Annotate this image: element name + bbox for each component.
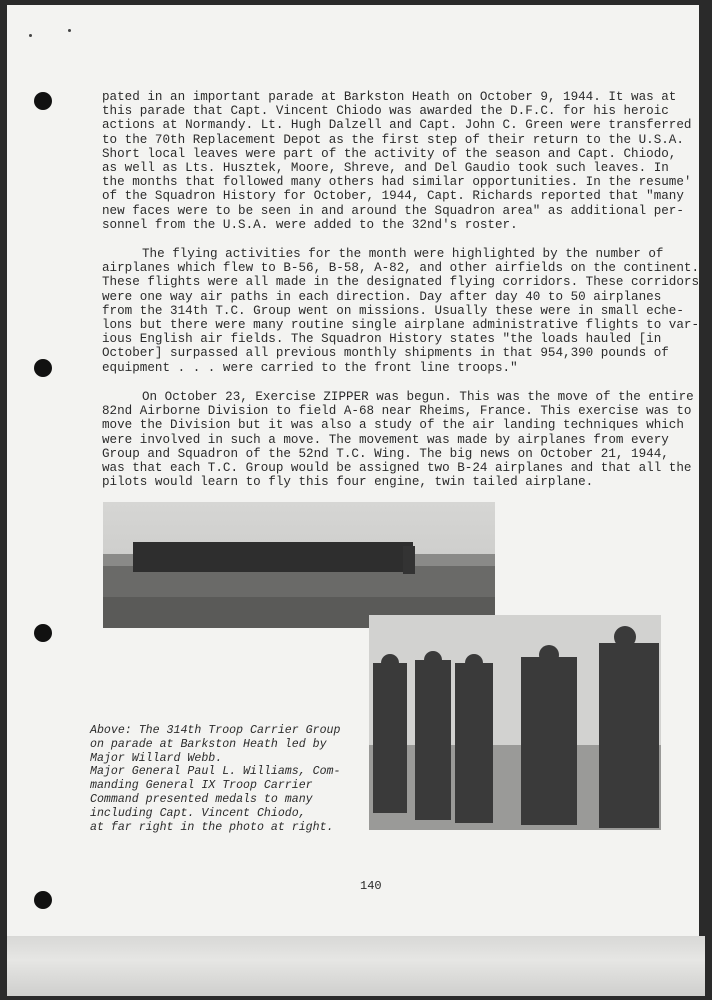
medal-ceremony-photo <box>369 615 661 830</box>
page-number: 140 <box>360 879 382 893</box>
punch-hole <box>34 624 52 642</box>
text-line: new faces were to be seen in and around the Squadron area" as additional per- <box>102 203 684 218</box>
text-line: this parade that Capt. Vincent Chiodo was awarded the D.F.C. for his heroic <box>102 104 669 119</box>
text-line: lons but there were many routine single airplane administrative flights to var- <box>102 317 700 332</box>
text-line: ious English air fields. The Squadron History states "the loads hauled [in <box>102 332 662 347</box>
paragraph-2 <box>102 247 700 375</box>
caption-line: Major General Paul L. Williams, Com- <box>90 765 341 779</box>
caption-line: on parade at Barkston Heath led by <box>90 737 327 751</box>
caption-line: Above: The 314th Troop Carrier Group <box>90 724 341 737</box>
parade-photo <box>103 502 495 628</box>
text-line: of the Squadron History for October, 1944, Capt. Richards reported that "many <box>102 189 684 204</box>
text-line: the months that followed many others had similar opportunities. In the resume' <box>102 175 692 190</box>
text-line: 82nd Airborne Division to field A-68 near Rheims, France. This exercise was to <box>102 404 692 419</box>
text-line: The flying activities for the month were highlighted by the number of <box>142 247 664 261</box>
paragraph-3 <box>102 390 694 490</box>
punch-hole <box>34 891 52 909</box>
paragraph-1 <box>102 90 692 232</box>
page-shadow <box>7 936 705 996</box>
text-line: Group and Squadron of the 52nd T.C. Wing. The big news on October 21, 1944, <box>102 446 669 461</box>
text-line: pilots would learn to fly this four engine, twin tailed airplane. <box>102 475 594 490</box>
punch-hole <box>34 92 52 110</box>
caption-line: at far right in the photo at right. <box>90 820 334 834</box>
caption-line: Command presented medals to many <box>90 792 313 806</box>
text-line: Short local leaves were part of the activity of the season and Capt. Chiodo, <box>102 146 677 161</box>
speck <box>29 34 32 37</box>
photo-caption <box>90 724 340 834</box>
text-line: to the 70th Replacement Depot as the first step of their return to the U.S.A. <box>102 132 684 147</box>
caption-line: Major Willard Webb. <box>90 751 223 765</box>
text-line: sonnel from the U.S.A. were added to the 32nd's roster. <box>102 217 518 232</box>
text-line: On October 23, Exercise ZIPPER was begun. This was the move of the entire <box>142 390 694 404</box>
text-line: move the Division but it was also a study of the air landing techniques which <box>102 418 684 433</box>
text-line: pated in an important parade at Barkston Heath on October 9, 1944. It was at <box>102 90 677 104</box>
text-line: airplanes which flew to B-56, B-58, A-82, and other airfields on the continent. <box>102 261 700 276</box>
text-line: from the 314th T.C. Group went on missions. Usually these were in small eche- <box>102 303 684 318</box>
text-line: as well as Lts. Husztek, Moore, Shreve, and Del Gaudio took such leaves. In <box>102 160 669 175</box>
speck <box>68 29 71 32</box>
caption-line: manding General IX Troop Carrier <box>90 779 313 793</box>
text-line: October] surpassed all previous monthly shipments in that 954,390 pounds of <box>102 346 669 361</box>
text-line: were involved in such a move. The movement was made by airplanes from every <box>102 432 669 447</box>
text-line: actions at Normandy. Lt. Hugh Dalzell and Capt. John C. Green were transferred <box>102 118 692 133</box>
text-line: equipment . . . were carried to the front line troops." <box>102 360 518 375</box>
text-line: was that each T.C. Group would be assigned two B-24 airplanes and that all the <box>102 460 692 475</box>
punch-hole <box>34 359 52 377</box>
text-line: were one way air paths in each direction. Day after day 40 to 50 airplanes <box>102 289 662 304</box>
text-line: These flights were all made in the designated flying corridors. These corridors <box>102 275 700 290</box>
caption-line: including Capt. Vincent Chiodo, <box>90 806 306 820</box>
